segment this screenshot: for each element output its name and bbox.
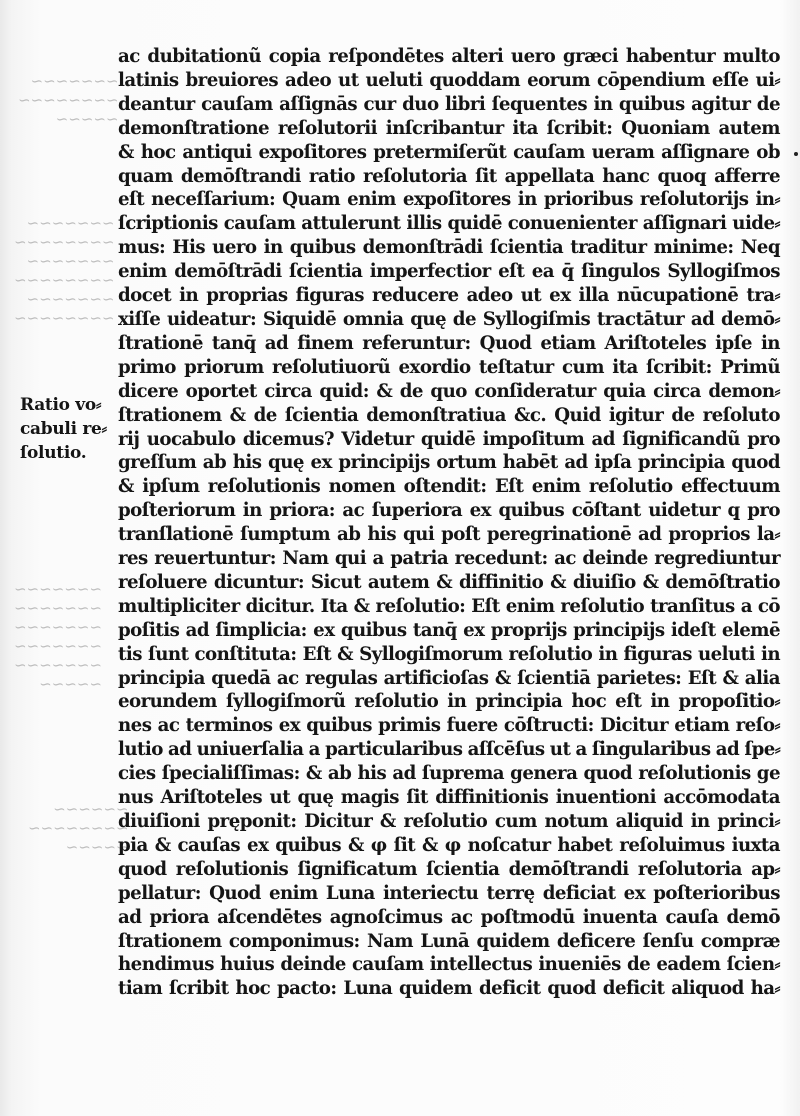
marginal-note — [20, 393, 116, 465]
text-line: ac dubitationũ copia reſpondētes alteri uero græci habentur multo — [118, 46, 780, 67]
marginal-note-line: cabuli re⸗ — [20, 419, 107, 439]
text-line: nes ac terminos ex quibus primis fuere cōſtructi: Dicitur etiam reſo⸗ — [118, 715, 780, 737]
text-line: tranſlationē ſumptum ab his qui poſt peregrinationē ad proprios la⸗ — [118, 524, 780, 546]
text-line: & hoc antiqui expoſitores pretermiſerũt cauſam ueram aſſignare ob — [118, 141, 780, 163]
text-line: ad priora aſcendētes agnoſcimus ac poſtmodū inuenta cauſa demō — [118, 906, 780, 928]
text-line: tis ſunt conſtituta: Eſt & Syllogiſmorum reſolutio in figuras ueluti in — [118, 643, 780, 665]
text-line: quam demōſtrandi ratio reſolutoria ſit appellata hanc quoq̧ afferre — [118, 165, 780, 187]
text-line: ſtrationē tanq̄ ad finem referuntur: Quod etiam Ariſtoteles ipſe in — [118, 332, 780, 354]
text-line: latinis breuiores adeo ut ueluti quoddam eorum cōpendium eſſe ui⸗ — [118, 69, 780, 91]
text-line: mus: His uero in quibus demonſtrādi ſcientia traditur minime: Neq̧ — [118, 237, 780, 259]
text-line: xiſſe uideatur: Siquidē omnia quę de Syllogiſmis tractātur ad demō⸗ — [118, 308, 780, 330]
text-line: diuiſioni pręponit: Dicitur & reſolutio cum notum aliquid in princi⸗ — [118, 811, 780, 832]
text-line: cies ſpecialiſſimas: & ab his ad ſuprema genera quod reſolutionis ge — [118, 763, 780, 785]
text-line: multipliciter dicitur. Ita & reſolutio: Eſt enim reſolutio tranſitus a cō — [118, 595, 780, 617]
text-line: ſcriptionis cauſam attulerunt illis quidē conuenienter aſſignari uide⸗ — [118, 213, 780, 235]
text-line: & ipſum reſolutionis nomen oſtendit: Eſt enim reſolutio effectuum — [118, 476, 780, 498]
text-line: poſitis ad ſimplicia: ex quibus tanq̄ ex proprijs principijs ideſt elemē — [118, 619, 780, 641]
text-line: greſſum ab his quę ex principijs ortum habēt ad ipſa principia quod — [118, 452, 780, 474]
marginal-note-line: ſolutio. — [20, 443, 87, 463]
show-through-blot: ~~~~~~~ ~~~~~~~ ~~~~~~~ ~~~~~~~ ~~~~~~~ ~~~~~ — [14, 580, 102, 693]
text-line: ſtrationem componimus: Nam Lunā quidem deficere ſenſu compræ — [118, 930, 780, 952]
text-line: eſt neceſſarium: Quam enim expoſitores in prioribus reſolutorijs in⸗ — [118, 189, 780, 211]
text-line: res reuertuntur: Nam qui a patria recedunt: ac deinde regrediuntur — [118, 548, 780, 570]
text-line: enim demōſtrādi ſcientia imperfectior eſt ea q̄ ſingulos Syllogiſmos — [118, 261, 780, 283]
text-line: tiam ſcribit hoc pacto: Luna quidem deficit quod deficit aliquod ha⸗ — [118, 978, 780, 1000]
text-line: quod reſolutionis ſignificatum ſcientia demōſtrandi reſolutoria ap⸗ — [118, 858, 780, 880]
text-line: nus Ariſtoteles ut quę magis ſit diffinitionis inuentioni accōmodata — [118, 787, 780, 809]
text-line: demonſtratione reſolutorii inſcribantur ita ſcribit: Quoniam autem — [118, 117, 780, 139]
show-through-blot: ~~~~~~~ ~~~~~~~~ ~~~~~~~ ~~~~~~~~ ~~~~~~~ ~~~~~~~~ — [14, 214, 115, 327]
marginal-note-line: Ratio vo⸗ — [20, 395, 102, 415]
text-line: poſteriorum in priora: ac ſuperiora ex quibus cōſtant uidetur q̧ pro — [118, 500, 780, 522]
text-line: principia quedā ac regulas artificioſas & ſcientiā parietes: Eſt & alia — [118, 667, 780, 689]
ink-speck — [794, 152, 798, 156]
text-line: lutio ad uniuerſalia a particularibus aſſcēſus ut a ſingularibus ad ſpe⸗ — [118, 739, 781, 761]
show-through-blot: ~~~~~~ ~~~~~~~~ ~~~~~ — [28, 800, 129, 856]
text-line: pia & cauſas ex quibus & φ ſit & φ noſcatur habet reſoluimus iuxta — [118, 834, 780, 856]
text-line: eorundem ſyllogiſmorũ reſolutio in principia hoc eſt in propoſitio⸗ — [118, 691, 780, 713]
text-line: deantur cauſam aſſignās cur duo libri ſequentes in quibus agitur de — [118, 93, 780, 115]
text-line: ſtrationem & de ſcientia demonſtratiua &c. Quid igitur de reſoluto — [118, 404, 780, 426]
text-line: primo priorum reſolutiuorũ exordio teſtatur cum ita ſcribit: Primũ — [118, 356, 780, 378]
text-line: reſoluere dicuntur: Sicut autem & diffinitio & diuiſio & demōſtratio — [118, 571, 780, 593]
text-line: docet in proprias figuras reducere adeo ut ex illa nūcupationē tra⸗ — [118, 285, 780, 307]
main-text-block — [118, 45, 780, 1001]
text-line: rij uocabulo dicemus? Videtur quidē impoſitum ad ſignificandũ pro — [118, 428, 780, 450]
text-line: dicere oportet circa quid: & de quo conſideratur quia circa demon⸗ — [118, 380, 780, 402]
text-line: hendimus huius deinde cauſam intellectus inueniēs de eadem ſcien⸗ — [118, 954, 780, 976]
text-line: pellatur: Quod enim Luna interiectu terrę deficiat ex poſterioribus — [118, 882, 780, 904]
show-through-blot: ~~~~~~~ ~~~~~~~~ ~~~~~ — [18, 72, 119, 128]
